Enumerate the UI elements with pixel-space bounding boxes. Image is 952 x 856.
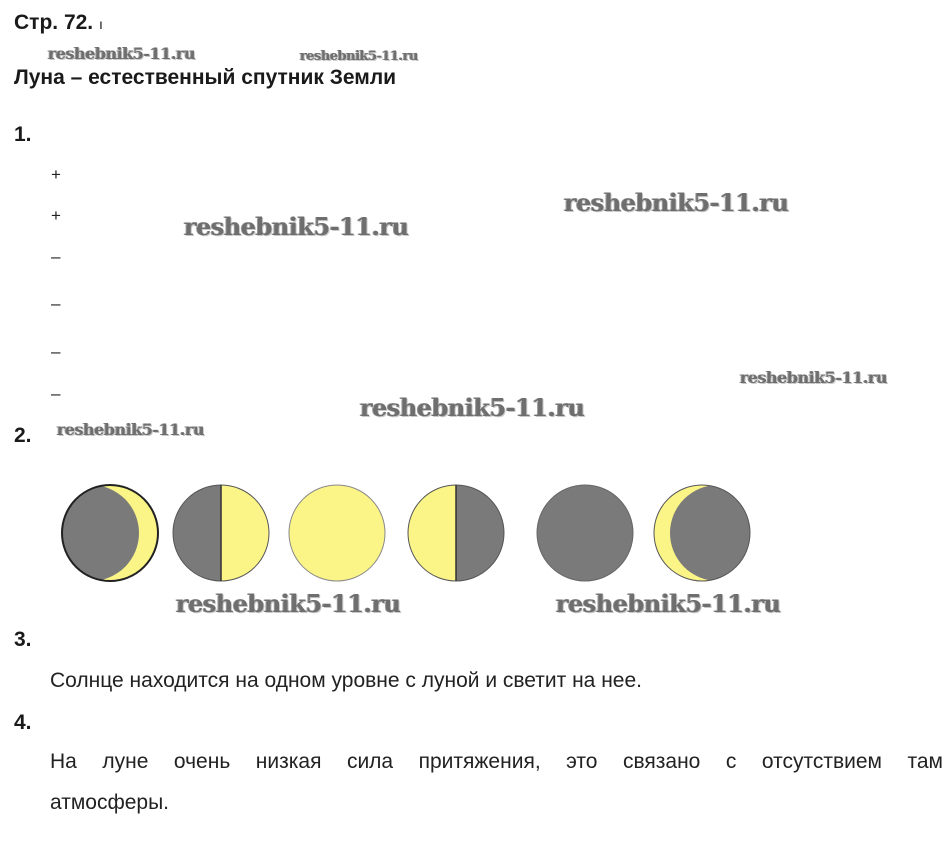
task-1-number: 1. bbox=[14, 123, 32, 146]
moon-full bbox=[289, 485, 385, 581]
moon-waning-crescent bbox=[654, 485, 765, 581]
task-3-answer: Солнце находится на одном уровне с луной и светит на нее. bbox=[50, 669, 642, 692]
moon-last-quarter bbox=[408, 485, 504, 581]
page-tick-mark: ı bbox=[98, 16, 103, 32]
watermark: reshebnik5-11.ru bbox=[740, 368, 888, 387]
task-1-mark: – bbox=[51, 342, 61, 361]
watermark: reshebnik5-11.ru bbox=[57, 420, 205, 439]
watermark: reshebnik5-11.ru bbox=[564, 188, 789, 217]
moon-first-quarter bbox=[173, 485, 269, 581]
watermark: reshebnik5-11.ru bbox=[556, 589, 781, 618]
task-4-answer-line-1: На луне очень низкая сила притяжения, это связано с отсутствием там bbox=[50, 750, 943, 773]
watermark: reshebnik5-11.ru bbox=[300, 49, 419, 64]
page-title: Луна – естественный спутник Земли bbox=[14, 66, 397, 89]
watermark: reshebnik5-11.ru bbox=[184, 212, 409, 241]
task-1-mark: – bbox=[51, 294, 61, 313]
task-2-number: 2. bbox=[14, 424, 32, 447]
task-1-mark: – bbox=[51, 384, 61, 403]
page-number: Стр. 72. bbox=[14, 11, 94, 34]
task-4-number: 4. bbox=[14, 711, 32, 734]
moon-phases bbox=[55, 480, 765, 595]
task-1-mark: + bbox=[51, 165, 61, 184]
task-1-mark: – bbox=[51, 247, 61, 266]
watermark: reshebnik5-11.ru bbox=[176, 589, 401, 618]
task-1-mark: + bbox=[51, 206, 61, 225]
moon-new bbox=[537, 485, 633, 581]
page-label bbox=[14, 11, 103, 35]
watermark: reshebnik5-11.ru bbox=[48, 44, 196, 63]
watermark: reshebnik5-11.ru bbox=[360, 393, 585, 422]
moon-waxing-crescent bbox=[55, 485, 158, 581]
task-3-number: 3. bbox=[14, 628, 32, 651]
task-4-answer-line-2: атмосферы. bbox=[50, 791, 170, 814]
